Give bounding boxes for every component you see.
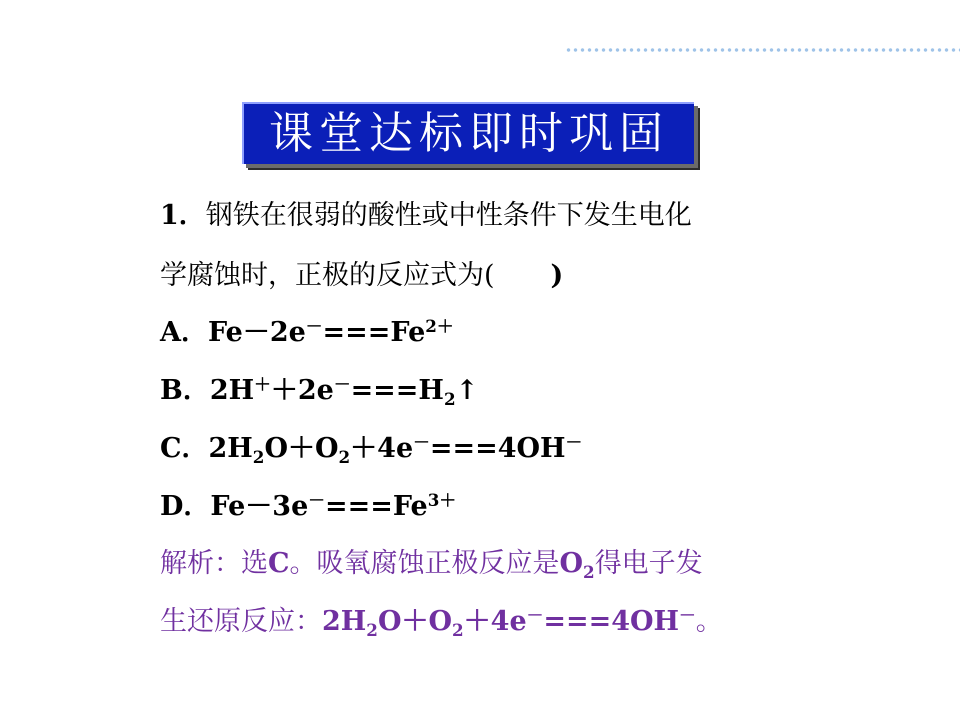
option-d-sup1: －	[308, 489, 325, 510]
analysis-answer: C	[268, 548, 290, 579]
question-number: 1．	[160, 200, 206, 231]
analysis-eq-sub1: 2	[366, 619, 378, 640]
option-b-sup2: －	[333, 373, 351, 394]
decorative-dot-line	[565, 47, 960, 53]
option-c	[160, 432, 582, 466]
option-b-text: 2H	[209, 375, 255, 406]
option-d-sup2: 3＋	[427, 489, 457, 510]
option-a	[160, 316, 454, 350]
analysis-eq-sup1: －	[526, 604, 544, 625]
option-a-text: Fe－2e	[207, 317, 306, 348]
option-b-label: B．	[160, 375, 210, 406]
analysis-formula-sub: 2	[583, 561, 595, 582]
option-a-text2: ===Fe	[322, 317, 426, 348]
option-b-sub1: 2	[443, 388, 456, 409]
analysis-label: 解析：选	[160, 548, 268, 579]
analysis-line-1	[160, 547, 703, 581]
option-a-sup1: －	[305, 315, 323, 336]
analysis-eq-2: O＋O	[377, 606, 452, 637]
option-b-sup1: ＋	[254, 373, 271, 394]
option-d	[160, 490, 456, 524]
analysis-line-2	[160, 605, 723, 639]
option-b	[160, 374, 478, 408]
option-b-text2: ＋2e	[270, 375, 334, 406]
analysis-eq-3: ＋4e	[463, 606, 527, 637]
option-a-sup2: 2＋	[425, 315, 454, 336]
analysis-text-1: 。吸氧腐蚀正极反应是	[289, 548, 560, 579]
analysis-eq-4: ===4OH	[543, 606, 680, 637]
analysis-text-2: 得电子发	[594, 548, 703, 579]
option-c-sub1: 2	[252, 446, 265, 467]
option-c-text3: ＋4e	[350, 433, 414, 464]
question-line-1	[160, 199, 692, 233]
question-stem-1: 钢铁在很弱的酸性或中性条件下发生电化	[205, 200, 692, 231]
question-stem-close: )	[550, 260, 564, 291]
option-c-sup1: －	[413, 431, 430, 452]
option-d-text: Fe－3e	[210, 491, 309, 522]
analysis-period: 。	[695, 606, 723, 637]
option-c-sup2: －	[565, 431, 583, 452]
gas-arrow-icon: ↑	[455, 375, 479, 406]
analysis-formula-o: O	[559, 548, 584, 579]
option-d-label: D．	[160, 491, 211, 522]
analysis-eq-1: 2H	[322, 606, 367, 637]
section-banner	[242, 102, 694, 164]
banner-title: 课堂达标即时巩固	[269, 108, 669, 159]
option-c-text4: ===4OH	[429, 433, 566, 464]
option-c-sub2: 2	[338, 446, 351, 467]
analysis-text-3: 生还原反应：	[160, 606, 322, 637]
analysis-eq-sub2: 2	[452, 619, 464, 640]
analysis-eq-sup2: －	[679, 604, 696, 625]
option-b-text3: ===H	[350, 375, 444, 406]
option-c-text2: O＋O	[264, 433, 339, 464]
question-line-2	[160, 259, 563, 293]
option-c-text: 2H	[208, 433, 253, 464]
question-stem-2: 学腐蚀时，正极的反应式为(	[160, 260, 495, 291]
option-a-label: A．	[160, 317, 208, 348]
option-d-text2: ===Fe	[325, 491, 428, 522]
option-c-label: C．	[160, 433, 209, 464]
